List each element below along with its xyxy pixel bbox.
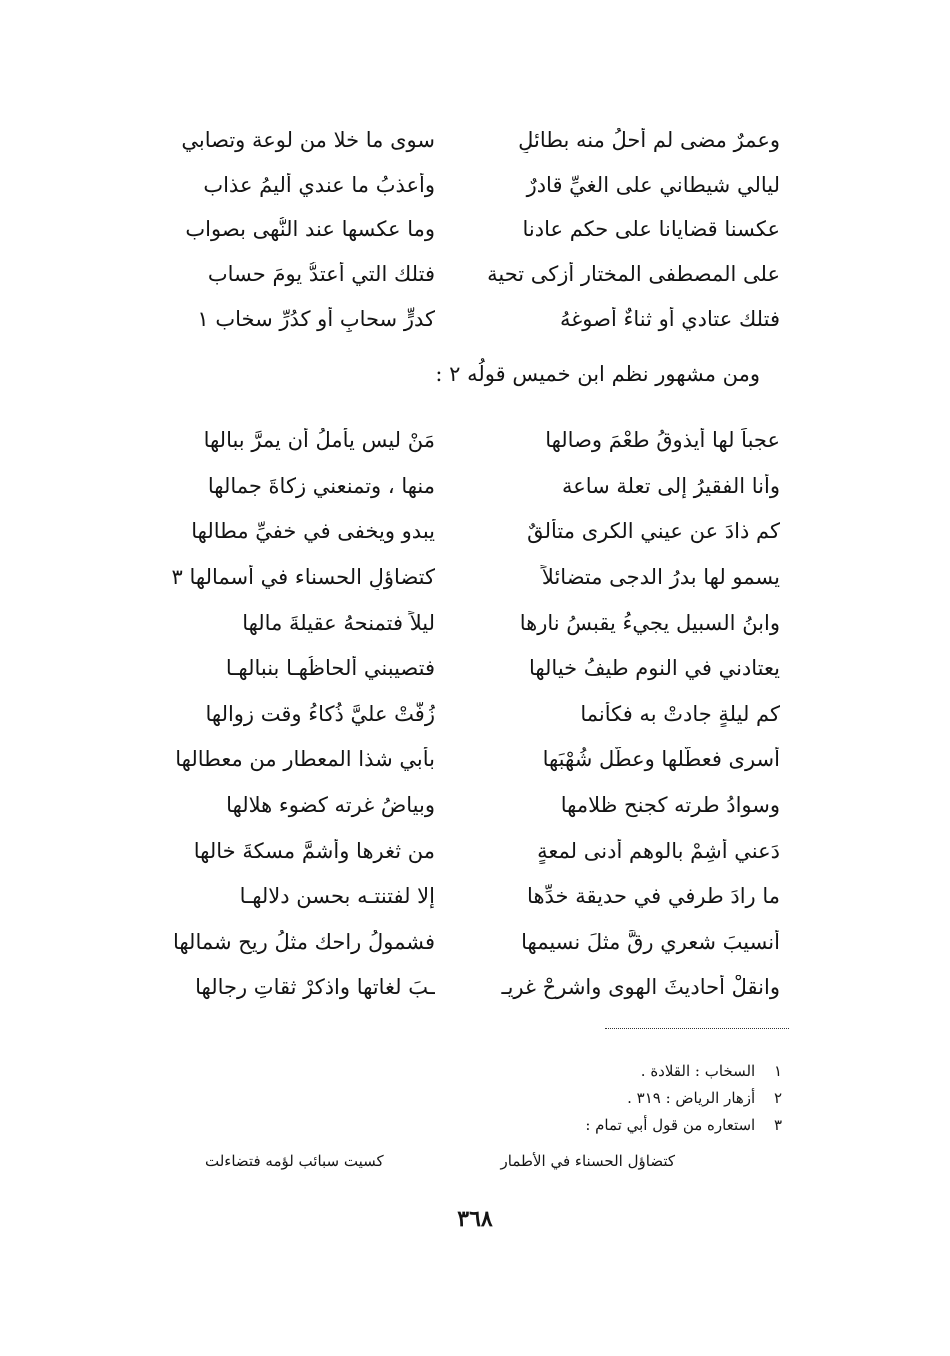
footnote-text: أزهار الرياض : ٣١٩ .	[627, 1089, 756, 1107]
verse-line	[120, 692, 780, 738]
verse-first-hemistich: يعتادني في النوم طيفُ خيالها	[528, 656, 780, 681]
verse-second-hemistich: فتلك التي أعتدُّ يومَ حساب	[207, 262, 435, 287]
footnote-item	[585, 1085, 782, 1112]
verse-second-hemistich: وما عكسها عند النُّهى بصواب	[185, 217, 435, 242]
verse-line	[120, 783, 780, 829]
verse-first-hemistich: عجباً لها أيذوقُ طعْمَ وصالها	[545, 428, 780, 453]
verse-line	[120, 118, 780, 163]
verse-first-hemistich: وسوادُ طرته كجنحِ ظلامها	[560, 792, 780, 817]
footnote-number: ٢	[773, 1089, 782, 1107]
verse-line	[120, 297, 780, 342]
verse-line	[120, 252, 780, 297]
verse-line	[120, 874, 780, 920]
verse-second-hemistich: زُفّتْ عليَّ ذُكاءُ وقت زوالها	[205, 701, 435, 726]
verse-second-hemistich: وأعذبُ ما عندي أليمُ عذاب	[203, 172, 435, 197]
verse-first-hemistich: وعمرٌ مضى لم أحلُ منه بطائلٍ	[518, 127, 780, 152]
verse-second-hemistich: سوى ما خلا من لوعة وتصابي	[181, 127, 435, 152]
footnotes	[585, 1058, 782, 1139]
footnote-separator	[605, 1028, 789, 1029]
verse-second-hemistich: وبياضُ غرته كضوء هلالها	[226, 792, 435, 817]
verse-second-hemistich: فتصيبني ألحاظُهـا بنبالهـا	[225, 656, 435, 681]
verse-line	[120, 965, 780, 1011]
verse-line	[120, 464, 780, 510]
verse-line	[120, 509, 780, 555]
footnote-text: استعاره من قول أبي تمام :	[585, 1116, 756, 1134]
verse-line	[120, 920, 780, 966]
verse-first-hemistich: فتلك عتادي أو ثناءٌ أصوغهُ	[560, 306, 780, 331]
verse-second-hemistich: ـبَ لغاتها واذكرْ ثقاتِ رجالها	[195, 975, 435, 1000]
page-number: ٣٦٨	[457, 1206, 493, 1232]
verse-second-hemistich: مَنْ ليس يأملُ أن يمرَّ ببالها	[203, 428, 435, 453]
verse-first-hemistich: وانقلْ أحاديثَ الهوى واشرحْ غريـ	[501, 975, 780, 1000]
verse-first-hemistich: ليالي شيطاني على الغيِّ قادرٌ	[526, 172, 780, 197]
verse-first-hemistich: يسمو لها بدرُ الدجى متضائلاً	[541, 564, 780, 589]
verse-first-hemistich: ما رادَ طرفي في حديقة خدِّها	[527, 884, 780, 909]
footnote-text: السخاب : القلادة .	[640, 1062, 756, 1080]
poem-second-section	[120, 418, 780, 1011]
footnote-verse-right: كسيت سبائب لؤمه فتضاءلت	[205, 1152, 384, 1170]
verse-line	[120, 600, 780, 646]
verse-first-hemistich: أنسيبَ شعري رقَّ مثلَ نسيمها	[521, 929, 780, 954]
verse-line	[120, 208, 780, 253]
verse-first-hemistich: وابنُ السبيل يجيءُ يقبسُ نارها	[519, 610, 780, 635]
verse-second-hemistich: إلا لفتنتـه بحسنِ دلالهـا	[239, 884, 435, 909]
verse-first-hemistich: دَعني أشِمْ بالوهم أدنى لمعةٍ	[537, 838, 780, 863]
poem-introduction: ومن مشهور نظم ابن خميس قولُه ٢ :	[435, 362, 760, 386]
verse-first-hemistich: على المصطفى المختار أزكى تحية	[487, 262, 780, 287]
verse-first-hemistich: عكسنا قضايانا على حكم عادنا	[522, 217, 780, 242]
verse-line	[120, 555, 780, 601]
footnote-item	[585, 1112, 782, 1139]
verse-second-hemistich: من ثغرها وأشمَّ مسكةَ خالها	[193, 838, 435, 863]
verse-second-hemistich: كتضاؤلِ الحسناء في أسمالها ٣	[171, 564, 435, 589]
verse-line	[120, 418, 780, 464]
poem-first-section	[120, 118, 780, 342]
footnote-item	[585, 1058, 782, 1085]
footnote-verse-left: كتضاؤل الحسناء في الأطمار	[500, 1152, 675, 1170]
verse-line	[120, 737, 780, 783]
footnote-number: ٣	[773, 1116, 782, 1134]
verse-line	[120, 646, 780, 692]
verse-second-hemistich: ليلاً فتمنحهُ عقيلةَ مالها	[242, 610, 435, 635]
verse-first-hemistich: وأنا الفقيرُ إلى تعلة ساعة	[561, 473, 780, 498]
verse-first-hemistich: كم ذادَ عن عيني الكرى متألقٌ	[527, 519, 780, 544]
verse-second-hemistich: فشمولُ راحك مثلُ ريح شمالها	[172, 929, 435, 954]
verse-second-hemistich: بأبي شذا المعطار من معطالها	[175, 747, 435, 772]
verse-line	[120, 828, 780, 874]
footnote-number: ١	[773, 1062, 782, 1080]
verse-first-hemistich: أسرى فعطّلها وعطّل شُهْبَها	[542, 747, 780, 772]
verse-second-hemistich: يبدو ويخفى في خفيِّ مطالها	[191, 519, 435, 544]
footnote-verse	[205, 1152, 675, 1170]
verse-second-hemistich: منها ، وتمنعني زكاةَ جمالها	[207, 473, 435, 498]
verse-second-hemistich: كدرٍّ سحابٍ أو كدُرِّ سخاب ١	[197, 306, 435, 331]
verse-line	[120, 163, 780, 208]
verse-first-hemistich: كم ليلةٍ جادتْ به فكأنما	[580, 701, 780, 726]
